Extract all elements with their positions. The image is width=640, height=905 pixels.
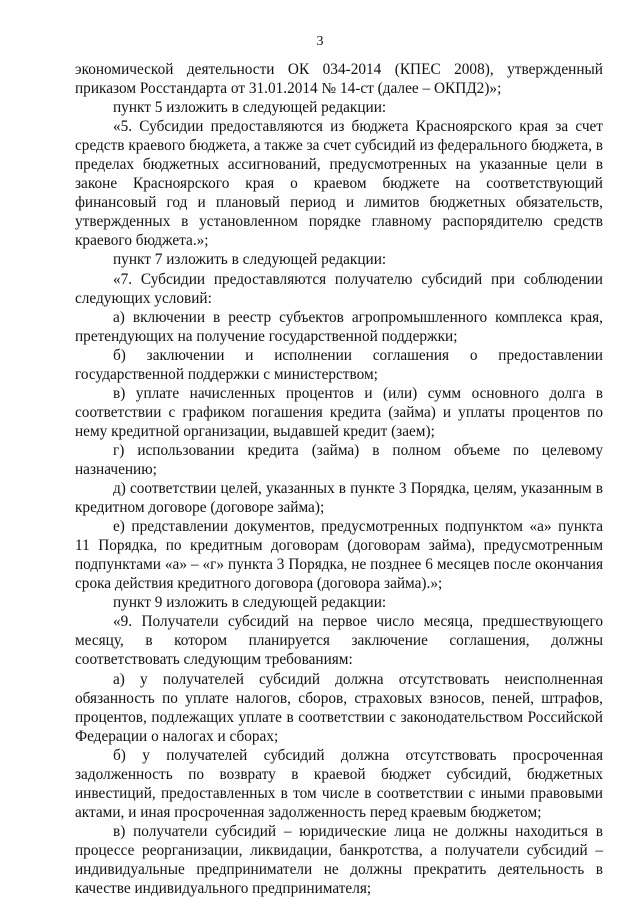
paragraph-point-9-intro: пункт 9 изложить в следующей редакции: bbox=[113, 594, 387, 612]
paragraph-point-5-text: «5. Субсидии предоставляются из бюджета Красноярского края за счет средств краевого бюджета, а также за счет субсидий из федерального бюджета, в пределах бюджетных ассигнований, предусмотренных на указанные цели в законе Красноярского края о краевом бюджете на соответствующий финансовый год и плановый период и лимитов бюджетных обязательств, утвержденных в установленном порядке главному распорядителю средств краевого бюджета.»; bbox=[75, 118, 603, 250]
paragraph-point-5-intro: пункт 5 изложить в следующей редакции: bbox=[113, 99, 387, 117]
page-number: 3 bbox=[316, 34, 324, 49]
paragraph-point-7-text: «7. Субсидии предоставляются получателю субсидий при соблюдении следующих условий: bbox=[75, 270, 603, 307]
paragraph-point-7-a: а) включении в реестр субъектов агропромышленного комплекса края, претендующих на получение государственной поддержки; bbox=[75, 308, 603, 345]
paragraph-point-7-b: б) заключении и исполнении соглашения о предоставлении государственной поддержки с министерством; bbox=[75, 346, 603, 383]
document-body bbox=[75, 60, 603, 898]
paragraph-point-7-intro: пункт 7 изложить в следующей редакции: bbox=[113, 251, 387, 269]
paragraph-point-9-text: «9. Получатели субсидий на первое число месяца, предшествующего месяцу, в котором планируется заключение соглашения, должны соответствовать следующим требованиям: bbox=[75, 613, 603, 669]
paragraph-point-7-v: в) уплате начисленных процентов и (или) сумм основного долга в соответствии с графиком погашения кредита (займа) и уплаты процентов по нему кредитной организации, выдавшей кредит (заем); bbox=[75, 384, 603, 440]
paragraph-point-9-v: в) получатели субсидий – юридические лица не должны находиться в процессе реорганизации, ликвидации, банкротства, а получатели субсидий – индивидуальные предприниматели не должны прекратить деятельность в качестве индивидуального предпринимателя; bbox=[75, 822, 603, 898]
paragraph-point-7-g: г) использовании кредита (займа) в полном объеме по целевому назначению; bbox=[75, 441, 603, 478]
paragraph-point-7-d: д) соответствии целей, указанных в пункте 3 Порядка, целям, указанным в кредитном договоре (договоре займа); bbox=[75, 480, 603, 517]
paragraph-point-9-a: а) у получателей субсидий должна отсутствовать неисполненная обязанность по уплате налогов, сборов, страховых взносов, пеней, штрафов, процентов, подлежащих уплате в соответствии с законодательством Российской Федерации о налогах и сборах; bbox=[75, 670, 603, 745]
paragraph-okpd2-continuation: экономической деятельности ОК 034-2014 (КПЕС 2008), утвержденный приказом Росстандарта от 31.01.2014 № 14-ст (далее – ОКПД2)»; bbox=[75, 61, 603, 98]
paragraph-point-9-b: б) у получателей субсидий должна отсутствовать просроченная задолженность по возврату в краевой бюджет субсидий, бюджетных инвестиций, предоставленных в том числе в соответствии с иными правовыми актами, и иная просроченная задолженность перед краевым бюджетом; bbox=[75, 746, 603, 821]
paragraph-point-7-e: е) представлении документов, предусмотренных подпунктом «а» пункта 11 Порядка, по кредитным договорам (договорам займа), предусмотренным подпунктами «а» – «г» пункта 3 Порядка, не позднее 6 месяцев после окончания срока действия кредитного договора (договора займа).»; bbox=[75, 518, 603, 593]
